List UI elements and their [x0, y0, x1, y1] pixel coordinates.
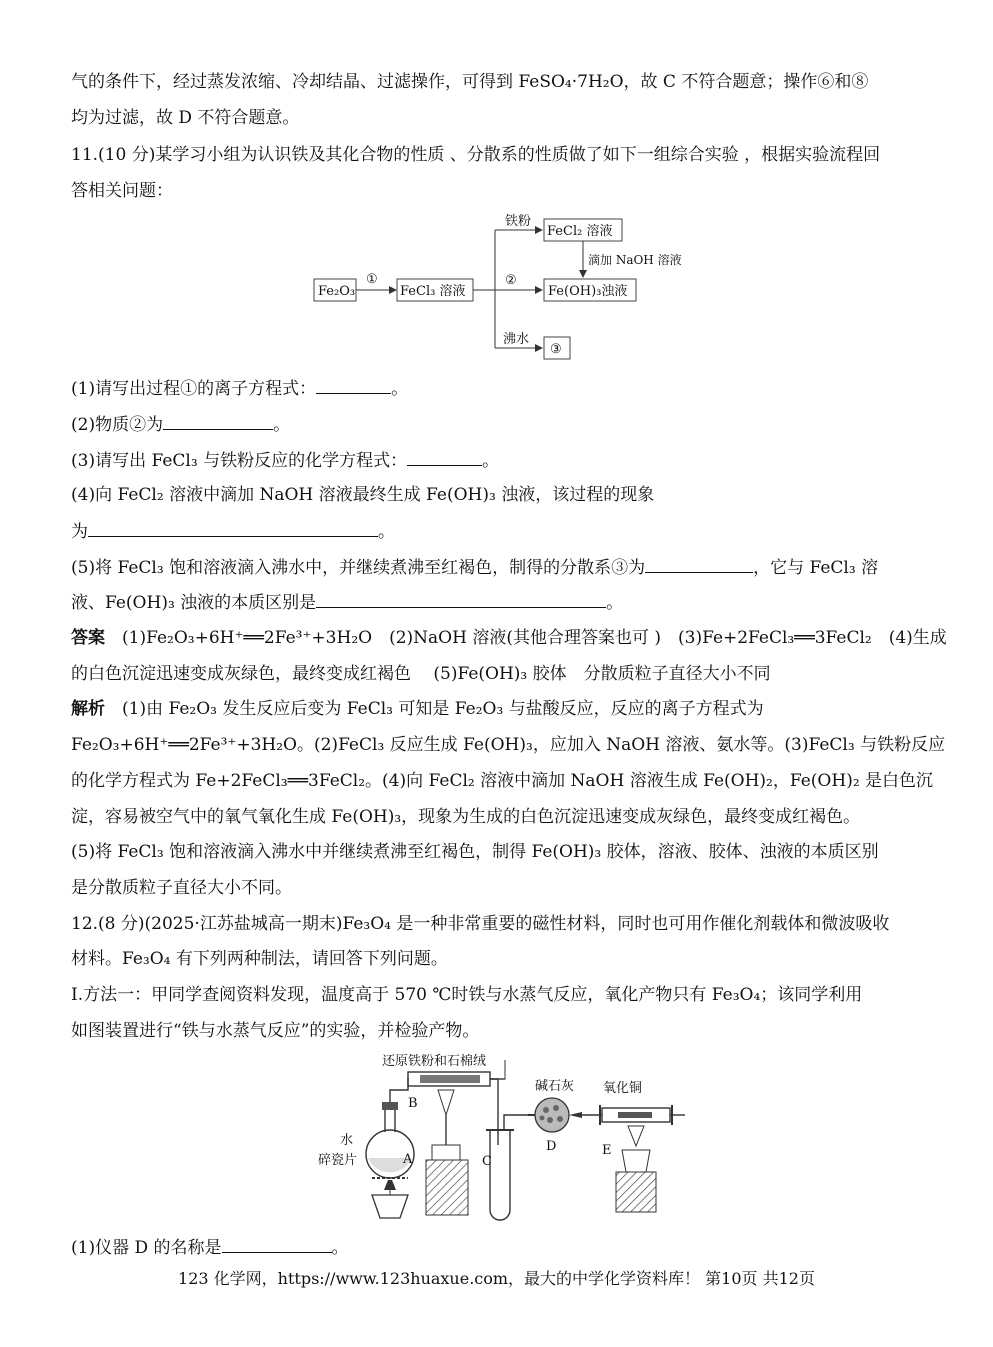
page-footer: 123 化学网，https://www.123huaxue.com，最大的中学化学资料库！ 第10页 共12页 [178, 1269, 815, 1288]
q11-part-5-end: 。 [606, 593, 624, 613]
q11-part-5-line-1 [71, 556, 878, 579]
water-label: 水 [340, 1133, 354, 1148]
analysis-label: 解析 [71, 699, 105, 719]
q11-part-5-blank-a[interactable] [645, 556, 753, 573]
q11-analysis-line-5: (5)将 FeCl₃ 饱和溶液滴入沸水中并继续煮沸至红褐色，制得 Fe(OH)₃ 胶体，溶液、胶体、浊液的本质区别 [71, 842, 879, 862]
q11-part-5-text-a: (5)将 FeCl₃ 饱和溶液滴入沸水中，并继续煮沸至红褐色，制得的分散系③为 [71, 558, 646, 578]
iron-powder-label: 铁粉 [505, 214, 532, 229]
iron-compound-flow-diagram [300, 205, 700, 365]
q11-part-3-end: 。 [482, 451, 500, 471]
naoh-label: 滴加 NaOH 溶液 [588, 253, 682, 267]
step-2-label: ② [505, 273, 517, 288]
q11-part-5-blank-b[interactable] [316, 591, 606, 608]
iron-powder-asbestos-label: 还原铁粉和石棉绒 [382, 1054, 487, 1069]
q11-part-4-end: 。 [378, 522, 395, 542]
intro-line-1: 气的条件下，经过蒸发浓缩、冷却结晶、过滤操作，可得到 FeSO₄·7H₂O，故 C 不符合题意；操作⑥和⑧ [71, 72, 869, 92]
q11-part-2-text: (2)物质②为 [71, 415, 164, 435]
test-tube-c-label: C [482, 1154, 492, 1169]
flask-a-label: A [403, 1152, 413, 1167]
q12-stem-line-1: 12.(8 分)(2025·江苏盐城高一期末)Fe₃O₄ 是一种非常重要的磁性材料，同时也可用作催化剂载体和微波吸收 [71, 914, 890, 934]
answer-label: 答案 [71, 628, 105, 648]
step-3-label: ③ [550, 342, 562, 357]
test-tube-c [486, 1130, 514, 1220]
q11-part-3-text: (3)请写出 FeCl₃ 与铁粉反应的化学方程式： [71, 451, 408, 471]
fecl2-label: FeCl₂ 溶液 [547, 224, 613, 239]
boiling-water-label: 沸水 [503, 332, 530, 347]
drying-tube-d [535, 1098, 582, 1132]
q11-part-2-blank[interactable] [163, 413, 273, 430]
burner-e [616, 1126, 656, 1212]
q11-part-1-text: (1)请写出过程①的离子方程式： [71, 379, 317, 399]
q11-analysis-line-1 [71, 698, 764, 720]
q11-part-1-end: 。 [391, 379, 409, 399]
q12-part-1-blank[interactable] [222, 1236, 332, 1253]
q11-part-4-text: 为 [71, 522, 88, 542]
q11-analysis-line-6: 是分散质粒子直径大小不同。 [71, 878, 292, 898]
q11-part-2 [71, 413, 290, 436]
q11-answer-line-1 [71, 627, 947, 649]
alcohol-lamp-a [372, 1180, 408, 1218]
q11-answer-line-2: 的白色沉淀迅速变成灰绿色，最终变成红褐色 (5)Fe(OH)₃ 胶体 分散质粒子直径大小不同 [71, 664, 771, 684]
q11-part-5-line-2 [71, 591, 623, 614]
q11-part-5-text-b: 液、Fe(OH)₃ 浊液的本质区别是 [71, 593, 317, 613]
porcelain-chips-label: 碎瓷片 [318, 1153, 358, 1168]
copper-oxide-fill [618, 1112, 652, 1118]
burner-b [426, 1090, 468, 1215]
q11-analysis-line-3: 的化学方程式为 Fe+2FeCl₃══3FeCl₂。(4)向 FeCl₂ 溶液中滴加 NaOH 溶液生成 Fe(OH)₂，Fe(OH)₂ 是白色沉 [71, 771, 934, 791]
q11-part-4-blank[interactable] [88, 520, 378, 537]
fe-oh3-label: Fe(OH)₃浊液 [548, 284, 628, 299]
q11-analysis-line-4: 淀，容易被空气中的氧气氧化生成 Fe(OH)₃，现象为生成的白色沉淀迅速变成灰绿色，最终变成红褐色。 [71, 807, 861, 827]
step-1-label: ① [366, 272, 378, 287]
q12-part-1-end: 。 [331, 1238, 349, 1258]
q11-part-3 [71, 449, 499, 472]
tube-b-label: B [408, 1096, 418, 1111]
answer-text-1: (1)Fe₂O₃+6H⁺══2Fe³⁺+3H₂O (2)NaOH 溶液(其他合理答案也可 ) (3)Fe+2FeCl₃══3FeCl₂ (4)生成 [122, 628, 947, 648]
q12-method-line-1: Ⅰ.方法一：甲同学查阅资料发现，温度高于 570 ℃时铁与水蒸气反应，氧化产物只有 Fe₃O₄；该同学利用 [71, 985, 863, 1005]
q11-part-4-line-2 [71, 520, 395, 543]
q12-part-1-text: (1)仪器 D 的名称是 [71, 1238, 222, 1258]
copper-oxide-label: 氧化铜 [603, 1081, 643, 1096]
intro-line-2: 均为过滤，故 D 不符合题意。 [71, 108, 300, 128]
q12-stem-line-2: 材料。Fe₃O₄ 有下列两种制法，请回答下列问题。 [71, 949, 448, 969]
iron-powder-fill [420, 1075, 480, 1083]
analysis-text-1: (1)由 Fe₂O₃ 发生反应后变为 FeCl₃ 可知是 Fe₂O₃ 与盐酸反应，反应的离子方程式为 [122, 699, 764, 719]
fecl3-label: FeCl₃ 溶液 [400, 284, 466, 299]
q11-part-3-blank[interactable] [407, 449, 482, 466]
tube-e-label: E [602, 1143, 612, 1158]
q11-part-1-blank[interactable] [316, 377, 391, 394]
q11-part-5-mid: ，它与 FeCl₃ 溶 [753, 558, 879, 578]
fe2o3-label: Fe₂O₃ [318, 284, 356, 299]
q11-part-1 [71, 377, 408, 400]
soda-lime-label: 碱石灰 [535, 1079, 575, 1094]
iron-steam-apparatus-diagram [300, 1050, 690, 1225]
q11-part-2-end: 。 [273, 415, 291, 435]
q12-method-line-2: 如图装置进行“铁与水蒸气反应”的实验，并检验产物。 [71, 1021, 480, 1041]
q11-analysis-line-2: Fe₂O₃+6H⁺══2Fe³⁺+3H₂O。(2)FeCl₃ 反应生成 Fe(OH)₃，应加入 NaOH 溶液、氨水等。(3)FeCl₃ 与铁粉反应 [71, 735, 946, 755]
q12-part-1 [71, 1236, 349, 1259]
q11-stem-line-2: 答相关问题： [71, 181, 173, 201]
q11-part-4-line-1: (4)向 FeCl₂ 溶液中滴加 NaOH 溶液最终生成 Fe(OH)₃ 浊液，该过程的现象 [71, 485, 655, 505]
q11-stem-line-1: 11.(10 分)某学习小组为认识铁及其化合物的性质 、分散系的性质做了如下一组综合实验 ，根据实验流程回 [71, 145, 881, 165]
drying-tube-d-label: D [546, 1139, 557, 1154]
